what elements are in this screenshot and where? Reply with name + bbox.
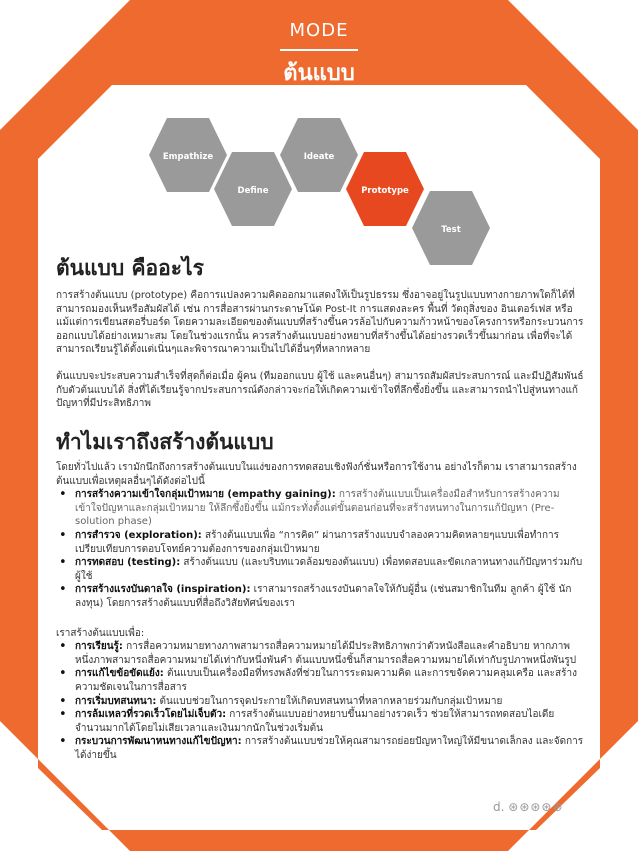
list-item-term: การแก้ไขข้อขัดแย้ง: — [75, 668, 164, 680]
list-item — [56, 695, 584, 709]
list-item — [56, 708, 584, 735]
hex-ideate — [280, 118, 358, 192]
list-item-text: ต้นแบบเป็นเครื่องมือที่ทรงพลังที่ช่วยในการระดมความคิด และการขจัดความคลุมเครือ และสร้างความชัดเจนในการสื่อสาร — [75, 668, 578, 693]
brand-mark — [493, 800, 564, 814]
mode-label: MODE — [289, 20, 349, 41]
list-item-text: การสื่อความหมายทางภาพสามารถสื่อความหมายได้มีประสิทธิภาพกว่าตัวหนังสือและคำอธิบาย หากภาพหนึ่งภาพสามารถสื่อความหมายได้เท่ากับหนึ่งพันคำ ต้นแบบหนึ่งชิ้นก็สามารถสื่อความหมายได้เท่ากับรูปภาพหนึ่งพันรูป — [75, 641, 577, 666]
list-item-text: เราสามารถสร้างแรงบันดาลใจให้กับผู้อื่น (เช่นสมาชิกในทีม ลูกค้า ผู้ใช้ นักลงทุน) โดยการสร้างต้นแบบที่สื่อถึงวิสัยทัศน์ของเรา — [75, 584, 572, 609]
purposes-list — [56, 640, 584, 762]
list-item-term: การเริ่มบทสนทนา: — [75, 695, 157, 707]
section2-title: ทำไมเราถึงสร้างต้นแบบ — [56, 430, 274, 454]
list-item — [56, 735, 584, 762]
list-item — [56, 667, 584, 694]
list-item-term: การล้มเหลวที่รวดเร็วโดยไม่เจ็บตัว: — [75, 709, 227, 721]
list-item-term: การเรียนรู้: — [75, 641, 123, 653]
hex-empathize — [149, 118, 227, 192]
list-item — [56, 583, 584, 610]
list-item-term: การทดสอบ (testing): — [75, 557, 181, 569]
list-item — [56, 556, 584, 583]
brand-dots-icon: ⊛⊛⊛⊛⊛ — [508, 800, 564, 814]
list-item — [56, 529, 584, 556]
list-item-text: สร้างต้นแบบ (และบริบทแวดล้อมของต้นแบบ) เพื่อทดสอบและขัดเกลาหนทางแก้ปัญหาร่วมกับผู้ใช้ — [75, 557, 583, 582]
section-why-prototype — [56, 429, 584, 762]
section-what-is-prototype — [56, 255, 584, 411]
hex-test-label: Test — [441, 225, 461, 235]
list-item-text: การสร้างต้นแบบเป็นเครื่องมือสำหรับการสร้างความเข้าใจปัญหาและกลุ่มเป้าหมาย ให้ลึกซึ้งยิ่งขึ้น แม้กระทั่งตั้งแต่ขั้นตอนก่อนที่จะสร้างหนทางในการแก้ปัญหา (Pre-solution phase) — [75, 489, 560, 528]
section1-title: ต้นแบบ คืออะไร — [56, 256, 204, 280]
list-item-term: กระบวนการพัฒนาหนทางแก้ไขปัญหา: — [75, 736, 242, 748]
hex-ideate-label: Ideate — [303, 152, 335, 162]
hex-define — [214, 152, 292, 226]
list-item-term: การสำรวจ (exploration): — [75, 529, 202, 541]
mode-name: ต้นแบบ — [283, 61, 355, 86]
hex-test — [412, 191, 490, 265]
hex-define-label: Define — [237, 186, 269, 196]
section1-paragraph-2: ต้นแบบจะประสบความสำเร็จที่สุดก็ต่อเมื่อ ผู้คน (ทีมออกแบบ ผู้ใช้ และคนอื่นๆ) สามารถสัมผัสประสบการณ์ และมีปฏิสัมพันธ์กับตัวต้นแบบได้ สิ่งที่ได้เรียนรู้จากประสบการณ์ดังกล่าวจะก่อให้เกิดความเข้าใจที่ลึกซึ้งยิ่งขึ้น และสามารถนำไปสู่หนทางแก้ปัญหาที่มีประสิทธิภาพ — [56, 370, 584, 410]
brand-logo: d. — [493, 800, 505, 814]
list-item-text: สร้างต้นแบบเพื่อ “การคิด” ผ่านการสร้างแบบจำลองความคิดหลายๆแบบเพื่อทำการเปรียบเทียบการตอบโจทย์ความต้องการของกลุ่มเป้าหมาย — [75, 529, 559, 555]
section1-paragraph-1: การสร้างต้นแบบ (prototype) คือการแปลงความคิดออกมาแสดงให้เป็นรูปธรรม ซึ่งอาจอยู่ในรูปแบบทางกายภาพใดก็ได้ที่สามารถมองเห็นหรือสัมผัสได้ เช่น การสื่อสารผ่านกระดาษโน้ต Post-It การแสดงละคร พื้นที่ วัตถุสิ่งของ อินเตอร์เฟส หรือแม้แต่การเขียนสตอรี่บอร์ด โดยความละเอียดของต้นแบบที่สร้างขึ้นควรล้อไปกับความก้าวหน้าของโครงการหรือกระบวนการออกแบบได้อย่างเหมาะสม โดยในช่วงแรกนั้น ควรสร้างต้นแบบอย่างหยาบที่สร้างขึ้นได้อย่างรวดเร็วขึ้นมาก่อน เพื่อที่จะได้สามารถเรียนรู้ได้ตั้งแต่เนิ่นๆและพิจารณาความเป็นไปได้อื่นๆที่หลากหลาย — [56, 290, 584, 356]
reasons-list — [56, 488, 584, 610]
section2-intro: โดยทั่วไปแล้ว เรามักนึกถึงการสร้างต้นแบบในแง่ของการทดสอบเชิงฟังก์ชั่นหรือการใช้งาน อย่างไรก็ตาม เราสามารถสร้างต้นแบบเพื่อเหตุผลอื่นๆได้ดังต่อไปนี้ — [56, 462, 577, 487]
list-item — [56, 488, 584, 529]
list-item — [56, 640, 584, 667]
hex-prototype — [346, 152, 424, 226]
list-item-text: ต้นแบบช่วยในการจุดประกายให้เกิดบทสนทนาที่หลากหลายร่วมกับกลุ่มเป้าหมาย — [156, 695, 503, 707]
list-item-text: การสร้างต้นแบบอย่างหยาบขึ้นมาอย่างรวดเร็ว ช่วยให้สามารถทดสอบไอเดียจำนวนมากได้โดยไม่เสียเวลาและเงินมากนักในช่วงเริ่มต้น — [75, 709, 555, 734]
hex-prototype-label: Prototype — [361, 186, 409, 196]
list-item-text: การสร้างต้นแบบช่วยให้คุณสามารถย่อยปัญหาใหญ่ให้มีขนาดเล็กลง และจัดการได้ง่ายขึ้น — [75, 736, 584, 761]
list-item-term: การสร้างแรงบันดาลใจ (inspiration): — [75, 584, 251, 596]
hex-empathize-label: Empathize — [162, 152, 214, 162]
list-item-term: การสร้างความเข้าใจกลุ่มเป้าหมาย (empathy gaining): — [75, 489, 336, 501]
section2-intro-2: เราสร้างต้นแบบเพื่อ: — [56, 627, 145, 639]
